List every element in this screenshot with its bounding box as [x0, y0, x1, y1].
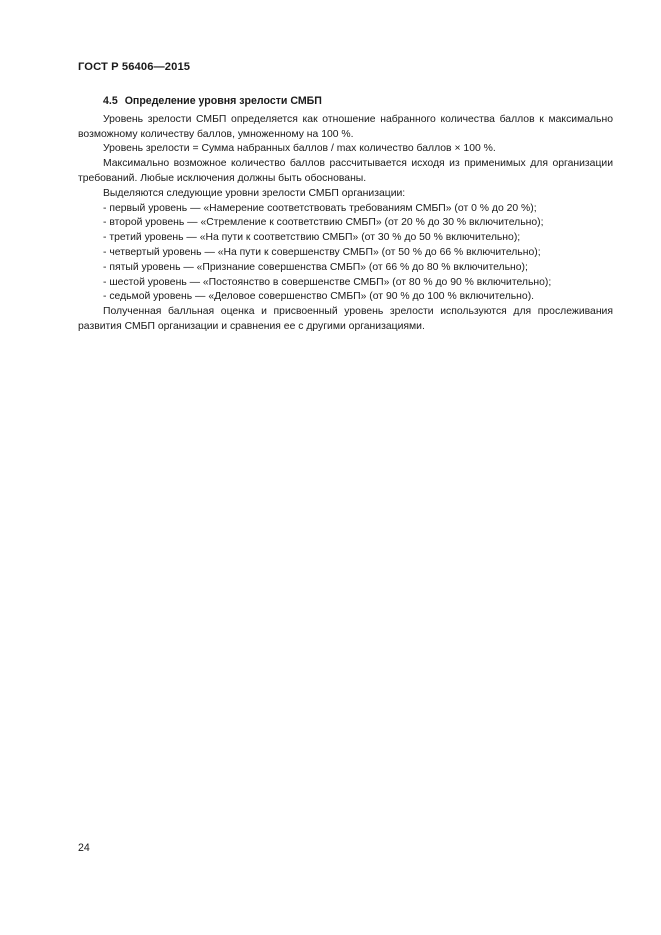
page-number: 24	[78, 842, 90, 854]
paragraph-levels-intro: Выделяются следующие уровни зрелости СМБП организации:	[103, 187, 406, 199]
list-item-level-6: - шестой уровень — «Постоянство в совершенстве СМБП» (от 80 % до 90 % включительно);	[103, 276, 552, 288]
section-number: 4.5	[103, 95, 118, 107]
paragraph-max-score: Максимально возможное количество баллов рассчитывается исходя из применимых для организации требований. Любые исключения должны быть обоснованы.	[78, 158, 613, 184]
list-item-level-4: - четвертый уровень — «На пути к совершенству СМБП» (от 50 % до 66 % включительно);	[103, 246, 541, 258]
list-item-level-7: - седьмой уровень — «Деловое совершенство СМБП» (от 90 % до 100 % включительно).	[103, 291, 535, 303]
list-item-level-5: - пятый уровень — «Признание совершенства СМБП» (от 66 % до 80 % включительно);	[103, 261, 528, 273]
list-item-level-2: - второй уровень — «Стремление к соответствию СМБП» (от 20 % до 30 % включительно);	[103, 217, 544, 229]
section-heading	[78, 94, 613, 109]
document-code: ГОСТ Р 56406—2015	[78, 61, 191, 73]
section-title: Определение уровня зрелости СМБП	[124, 95, 322, 107]
list-item-level-1: - первый уровень — «Намерение соответствовать требованиям СМБП» (от 0 % до 20 %);	[103, 202, 537, 214]
paragraph-closing: Полученная балльная оценка и присвоенный уровень зрелости используются для прослеживания развития СМБП организации и сравнения ее с другими организациями.	[78, 306, 613, 332]
list-item-level-3: - третий уровень — «На пути к соответствию СМБП» (от 30 % до 50 % включительно);	[103, 232, 521, 244]
paragraph-definition: Уровень зрелости СМБП определяется как отношение набранного количества баллов к максимально возможному количеству баллов, умноженному на 100 %.	[78, 113, 613, 140]
section-body	[78, 94, 613, 335]
paragraph-formula: Уровень зрелости = Сумма набранных баллов / max количество баллов × 100 %.	[103, 143, 496, 155]
